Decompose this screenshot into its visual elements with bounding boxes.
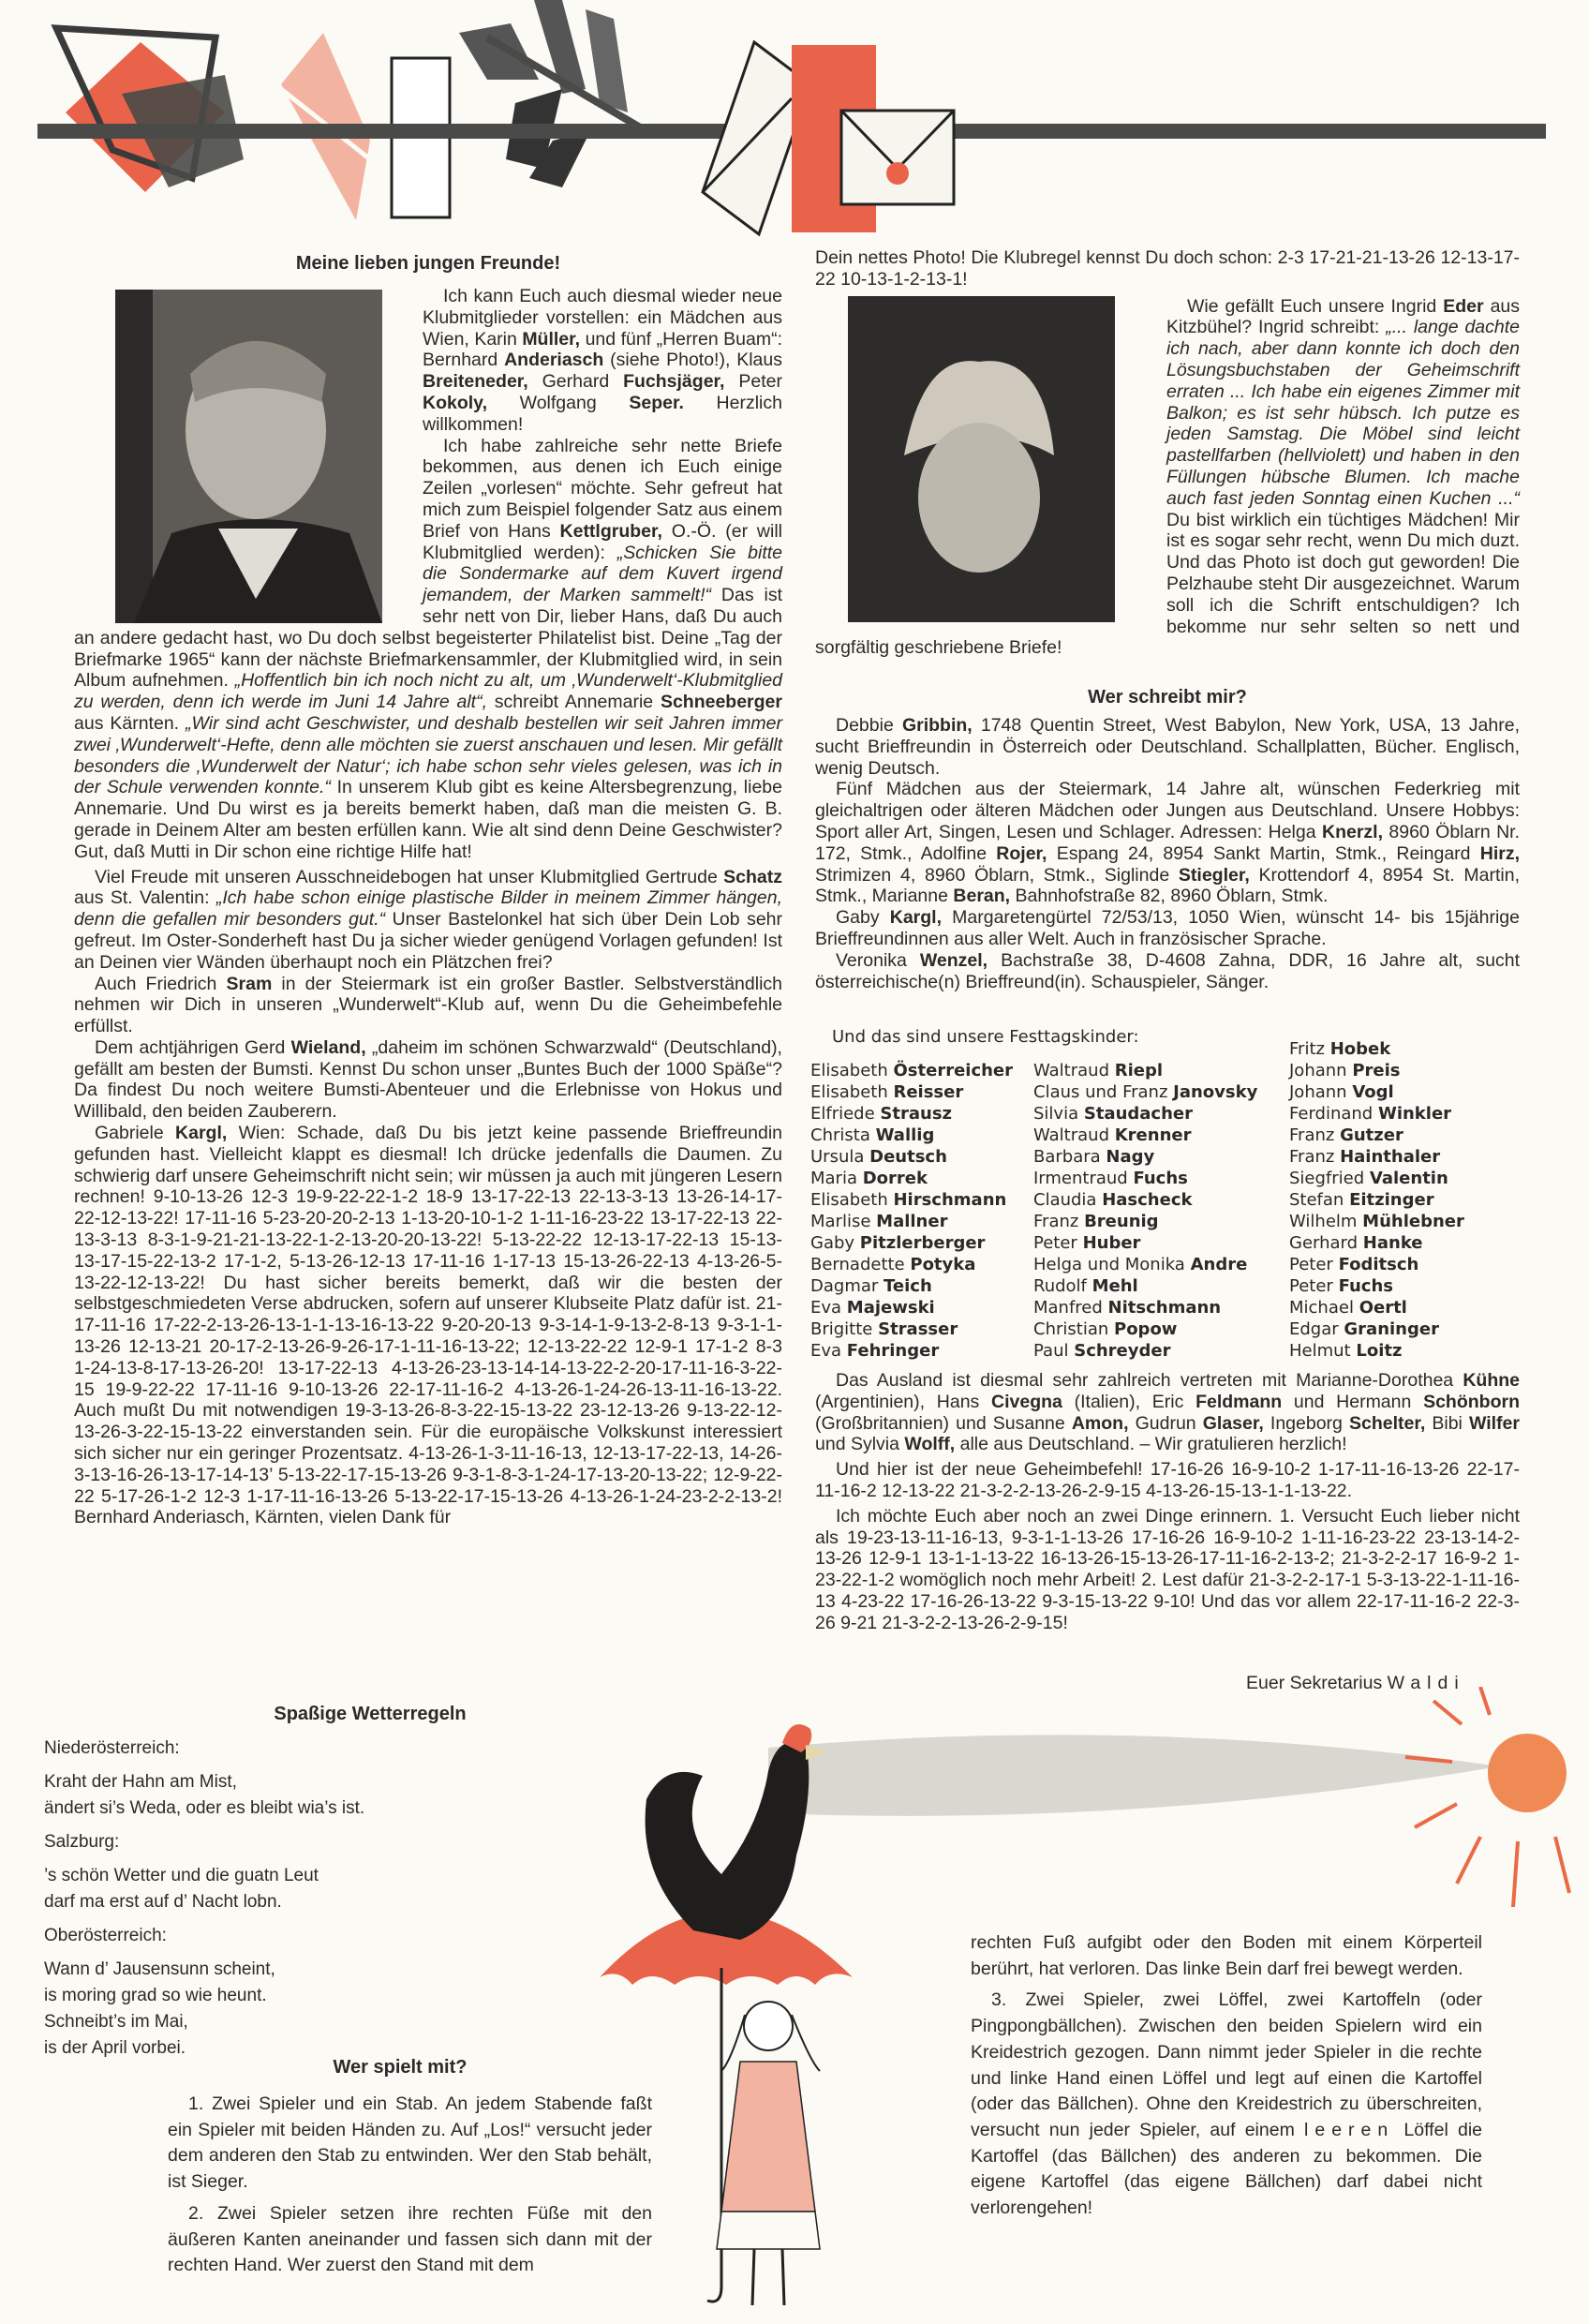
text-run: alle aus Deutschland. – Wir gratulieren herzlich! [955, 1434, 1347, 1455]
text-run: Auch Friedrich [95, 973, 227, 994]
text-run: Wien: Schade, daß Du bis jetzt keine passende Brieffreundin gefunden hast. Vielleicht klappt es diesmal! Ich drücke jedenfalls die Daumen. Zu schwierig darf unsere Geheimschrift nicht sein; wir müssen ja auch mit jüngeren Lesern rechnen! 9-10-13-26 12-3 19-9-22-22-1-2 18-9 13-17-22-13 22-13-3-13 13-26-14-17-22-12-13-22! 17-11-16 5-23-20-20-2-13 1-13-20-10-1-2 1-11-16-23-22 13-17-22-13 22-13-3-13 8-3-1-9-21-21-13-22-1-2-13-20-20-13-22! 5-13-22-22 12-13-17-22-13 15-13-13-17-15-22-13-2 17-1-2, 5-13-26-12-13 17-11-16 1-17-13 15-13-26-22-13 4-13-26-5-13-22-12-13-22! Du hast sicher bereits bemerkt, daß wir die besten der selbstgeschmiedeten Verse abdrucken, sofern auf unserer Klubseite Platz dafür ist. 21-17-11-16 17-22-2-13-26-13-1-1-13-16-13-22 9-20-20-13 9-3-14-1-9-13-2-8-13 9-3-1-1-13-26 12-13-21 20-17-2-13-26-9-26-17-1-11-16-13-22; 12-13-22-22 12-9-1 17-1-2 8-3 1-24-13-8-17-13-26-20! 13-17-22-13 4-13-26-23-13-14-14-13-22-2-20-17-11-16-3-22-15 19-9-22-22 17-11-16 9-10-13-26 22-17-11-16-2 4-13-26-1-24-26-13-11-16-13-22. Auch mußt Du mit notwendigen 19-3-13-26-8-3-22-15-13-22 23-12-13-26 9-13-22-12-13-26-3-22-15-13-22 einverstanden sein. Für die europäische Volkskunst interessiert sich sicher nur ein geringer Prozentsatz. 4-13-26-1-3-11-16-13, 12-13-17-22-13, 14-26-3-13-16-26-13-17-14-13’ 5-13-22-17-15-13-26 9-3-1-8-3-1-24-17-13-20-13-22; 12-9-22-22 5-17-26-1-2 12-3 1-17-11-16-13-26 5-13-22-17-15-13-26 4-13-26-1-24-23-2-2-13-2! Bernhard Anderiasch, Kärnten, vielen Dank für [74, 1123, 783, 1528]
quoted-text: „Ich habe schon einige plastische Bilder in meinem Zimmer hängen, denn die gefallen mir besonders gut.“ [74, 887, 782, 931]
bold-name: Amon, [1071, 1412, 1129, 1434]
text-run: Gerhard [527, 371, 624, 393]
first-name: Franz [1289, 1147, 1335, 1167]
penpals-heading: Wer schreibt mir? [1088, 687, 1247, 708]
last-name: Mühlebner [1362, 1212, 1464, 1231]
text-run: Herzlich willkommen! [423, 392, 782, 435]
paragraph-abroad [815, 1370, 1520, 1455]
text-run: (siehe Photo!), Klaus [603, 350, 783, 371]
text-run: und Sylvia [815, 1434, 905, 1455]
bold-name: Schelter, [1348, 1412, 1426, 1434]
text-run: Margaretengürtel 72/53/13, 1050 Wien, wünscht 14- bis 15jährige Brieffreundinnen aus aller Welt. Auch in französischer Sprache. [815, 907, 1520, 949]
bold-name: Schönborn [1423, 1391, 1520, 1412]
first-name: Peter [1289, 1255, 1333, 1274]
birthday-name [1033, 1168, 1257, 1189]
weather-verse [44, 1957, 569, 2062]
birthday-name [810, 1146, 1013, 1168]
last-name: Fuchs [1338, 1276, 1393, 1296]
first-name: Brigitte [810, 1319, 873, 1339]
text-run: Espang 24, 8954 Sankt Martin, Stmk., Reingard [1047, 842, 1480, 864]
text-run: leeren [1304, 2119, 1395, 2140]
last-name: Winkler [1377, 1104, 1452, 1124]
first-name: Johann [1289, 1082, 1347, 1102]
first-name: Elisabeth [810, 1190, 888, 1210]
bold-name: Kargl, [889, 907, 943, 929]
birthday-name [810, 1275, 1013, 1297]
penpals-section [815, 715, 1520, 992]
first-name: Irmentraud [1033, 1169, 1128, 1188]
text-run: (Großbritannien) und Susanne [815, 1412, 1072, 1434]
last-name: Dorrek [862, 1169, 928, 1188]
first-name: Waltraud [1033, 1125, 1109, 1145]
birthday-name [1289, 1275, 1464, 1297]
letters-column-right [815, 247, 1520, 659]
birthday-name [1289, 1168, 1464, 1189]
first-name: Michael [1289, 1298, 1354, 1318]
birthday-name [1033, 1254, 1257, 1275]
last-name: Vogl [1352, 1082, 1394, 1102]
birthday-name [810, 1254, 1013, 1275]
birthday-name [1289, 1297, 1464, 1318]
text-run: und Hermann [1282, 1391, 1424, 1412]
penpal-entry [815, 715, 1520, 779]
text-run: aus St. Valentin: [74, 887, 216, 909]
bold-name: Anderiasch [504, 350, 604, 371]
birthday-name [1033, 1275, 1257, 1297]
birthday-name [1033, 1125, 1257, 1146]
last-name: Loitz [1356, 1341, 1403, 1361]
text-run: Gabriele [95, 1123, 176, 1144]
paragraph [74, 867, 782, 974]
paragraph [74, 974, 782, 1037]
bold-name: Eder [1443, 295, 1484, 317]
first-name: Elfriede [810, 1104, 875, 1124]
birthday-name [1289, 1125, 1464, 1146]
last-name: Hascheck [1102, 1190, 1193, 1210]
game-2: 2. Zwei Spieler setzen ihre rechten Füße mit den äußeren Kanten aneinander und fassen sich dann mit der rechten Hand. Wer zuerst den Stand mit dem [168, 2202, 652, 2276]
text-run: 3. Zwei Spieler, zwei Löffel, zwei Kartoffeln (oder Pingpongbällchen). Zwischen den beiden Spielern wird ein Kreidestrich gezogen. Dann nimmt jeder Spieler in die rechte und linke Hand einen Löffel und legt auf einen die Kartoffel (oder das Bällchen). Ohne den Kreidestrich zu überschreiten, versucht nun jeder Spieler, auf einem [971, 1989, 1482, 2140]
birthday-name [1033, 1081, 1257, 1103]
penpal-entry [815, 950, 1520, 993]
bold-name: Wilfer [1468, 1412, 1520, 1434]
birthday-name [810, 1211, 1013, 1232]
last-name: Krenner [1114, 1125, 1192, 1145]
last-name: Potyka [910, 1255, 976, 1274]
birthday-name [1289, 1318, 1464, 1340]
birthday-list-col-1 [810, 1060, 1013, 1362]
birthday-name [1289, 1340, 1464, 1362]
birthday-name [1289, 1081, 1464, 1103]
penpal-entry [815, 779, 1520, 907]
last-name: Nagy [1106, 1147, 1155, 1167]
text-run: Löffel die Kartoffel (das Bällchen) des anderen zu bekommen. Die eigene Kartoffel (das eigene Bällchen) darf dabei nicht verlorengehen! [971, 2119, 1482, 2219]
birthday-name [1289, 1211, 1464, 1232]
bold-name: Kettlgruber, [559, 520, 662, 542]
rooster-icon [646, 1724, 826, 1940]
text-run: Strimizen 4, 8960 Öblarn, Stmk., Siglinde [815, 864, 1179, 886]
region-label: Salzburg: [44, 1832, 120, 1852]
games-right [971, 1930, 1482, 2227]
birthday-name [810, 1318, 1013, 1340]
region-label: Oberösterreich: [44, 1926, 167, 1945]
birthday-list-col-3 [1289, 1038, 1464, 1362]
girl-figure-icon [717, 2002, 820, 2305]
birthday-name [810, 1297, 1013, 1318]
header-illustration-letters-branch [0, 0, 1589, 244]
bold-name: Kokoly, [423, 392, 487, 413]
text-run: und fünf „Herren Buam“: Bernhard [423, 328, 782, 371]
verse-line: Wann d’ Jausensunn scheint, [44, 1959, 275, 1979]
birthday-name [810, 1340, 1013, 1362]
first-name: Stefan [1289, 1190, 1344, 1210]
text-run: 1748 Quentin Street, West Babylon, New York, USA, 13 Jahre, sucht Brieffreundin in Österreich oder Deutschland. Schallplatten, Bücher. Englisch, wenig Deutsch. [815, 715, 1521, 779]
first-name: Barbara [1033, 1147, 1101, 1167]
last-name: Wallig [875, 1125, 935, 1145]
paragraph-reminder [815, 1506, 1520, 1634]
bold-name: Stiegler, [1178, 864, 1250, 886]
quoted-text: „... lange dachte ich nach, aber dann konnte ich doch den Lösungsbuchstaben der Geheimschrift erraten ... Ich habe ein eigenes Zimmer mit Balkon; es ist sehr hübsch. Ich putze es jeden Samstag. Die Möbel sind leicht pastellfarben (hellviolett) und haben in den Füllungen hübsche Blumen. Ich mache auch fast jeden Sonntag einen Kuchen ...“ [1166, 317, 1521, 509]
first-name: Christian [1033, 1319, 1109, 1339]
birthday-name [1033, 1189, 1257, 1211]
bold-name: Fuchsjäger, [623, 371, 725, 393]
signature-name: Waldi [1387, 1673, 1465, 1693]
birthday-name [1289, 1254, 1464, 1275]
first-name: Peter [1289, 1276, 1333, 1296]
paragraph [74, 1123, 782, 1528]
last-name: Strasser [878, 1319, 958, 1339]
first-name: Paul [1033, 1341, 1069, 1361]
birthday-name [1289, 1189, 1464, 1211]
first-name: Peter [1033, 1233, 1077, 1253]
first-name: Johann [1289, 1061, 1347, 1080]
text-run: aus Kitzbühel? Ingrid schreibt: [1166, 295, 1521, 338]
first-name: Rudolf [1033, 1276, 1087, 1296]
text-run: in der Steiermark ist ein großer Bastler. Selbstverständlich nehmen wir Dich in unseren „Wunderwelt“-Klub auf, wenn Du die Geheimbefehle erfüllst. [74, 973, 782, 1037]
quoted-text: „Schicken Sie bitte die Sondermarke auf dem Kuvert irgend jemandem, der Marken sammelt!“ [423, 542, 782, 606]
last-name: Strausz [880, 1104, 953, 1124]
text-run: Bahnhofstraße 82, 8960 Öblarn, Stmk. [1010, 886, 1329, 907]
first-name: Gaby [810, 1233, 855, 1253]
last-name: Mallner [876, 1212, 948, 1231]
bold-name: Glaser, [1202, 1412, 1264, 1434]
verse-line: darf ma erst auf d’ Nacht lobn. [44, 1892, 282, 1912]
bold-name: Gribbin, [901, 715, 973, 736]
last-name: Popow [1114, 1319, 1178, 1339]
weather-verse [44, 1769, 569, 1822]
text-run: Unser Bastelonkel hat sich über Dein Lob sehr gefreut. Im Oster-Sonderheft hast Du ja sicher wieder genügend Vorlagen gefunden! Ist an Deinen vier Wänden überhaupt noch ein Plätzchen frei? [74, 909, 782, 973]
photo-boy-portrait [115, 290, 382, 623]
last-name: Graninger [1344, 1319, 1439, 1339]
bold-name: Sram [226, 973, 273, 994]
birthday-name [1033, 1232, 1257, 1254]
first-name: Ferdinand [1289, 1104, 1374, 1124]
last-name: Preis [1352, 1061, 1401, 1080]
text-run: Das ist sehr nett von Dir, lieber Hans, daß Du auch an andere gedacht hast, wo Du doch selbst begeisterter Philatelist bist. Deine „Tag der Briefmarke 1965“ kann der nächste Briefmarkensammler, der Klubmitglied wird, in sein Album aufnehmen. [74, 585, 783, 692]
first-name: Helga und Monika [1033, 1255, 1185, 1274]
text-run: Wie gefällt Euch unsere Ingrid [1187, 295, 1444, 317]
bold-name: Knerzl, [1321, 821, 1383, 842]
bold-name: Feldmann [1195, 1391, 1283, 1412]
first-name: Christa [810, 1125, 870, 1145]
birthday-list-col-2 [1033, 1060, 1257, 1362]
last-name: Hirschmann [893, 1190, 1007, 1210]
first-name: Manfred [1033, 1298, 1103, 1318]
first-name: Claus und Franz [1033, 1082, 1168, 1102]
last-name: Valentin [1369, 1169, 1448, 1188]
first-name: Claudia [1033, 1190, 1097, 1210]
bold-name: Seper. [629, 392, 684, 413]
last-name: Pitzlerberger [859, 1233, 986, 1253]
text-run: Ingeborg [1263, 1412, 1349, 1434]
last-name: Huber [1082, 1233, 1141, 1253]
birthday-intro: Und das sind unsere Festtagskinder: [832, 1027, 1139, 1047]
birthday-name [1033, 1211, 1257, 1232]
text-run: Gaby [836, 907, 890, 929]
letters-heading: Meine lieben jungen Freunde! [295, 253, 561, 274]
first-name: Maria [810, 1169, 857, 1188]
penpal-entry [815, 907, 1520, 950]
closing-section [815, 1370, 1520, 1634]
bold-name: Müller, [522, 328, 581, 350]
text-run: aus Kärnten. [74, 712, 186, 734]
first-name: Marlise [810, 1212, 871, 1231]
text-run: Peter [724, 371, 782, 393]
verse-line: Kraht der Hahn am Mist, [44, 1772, 237, 1792]
birthday-name [1289, 1038, 1464, 1060]
first-name: Franz [1289, 1125, 1335, 1145]
first-name: Edgar [1289, 1319, 1339, 1339]
birthday-name [1033, 1318, 1257, 1340]
first-name: Ursula [810, 1147, 865, 1167]
signature-prefix: Euer Sekretarius [1246, 1673, 1383, 1693]
last-name: Nitschmann [1107, 1298, 1222, 1318]
first-name: Waltraud [1033, 1061, 1109, 1080]
last-name: Breunig [1084, 1212, 1159, 1231]
text-run: schreibt Annemarie [487, 692, 661, 713]
text-run: Viel Freude mit unseren Ausschneidebogen hat unser Klubmitglied Gertrude [95, 866, 724, 887]
text-run: O.-Ö. (er will Klubmitglied werden): [423, 520, 782, 563]
birthday-name [810, 1103, 1013, 1125]
bold-name: Wolff, [904, 1434, 956, 1455]
paragraph [74, 1037, 782, 1123]
first-name: Silvia [1033, 1104, 1079, 1124]
birthday-name [1289, 1232, 1464, 1254]
text-run: „daheim im schönen Schwarzwald“ (Deutschland), gefällt am besten der Bumsti. Kennst Du schon unser „Buntes Buch der 1000 Späße“? Da findest Du noch weitere Bumsti-Abenteuer und die Erlebnisse von Hokus und Willibald, den beiden Zauberern. [74, 1036, 782, 1123]
games-heading: Wer spielt mit? [333, 2057, 468, 2078]
birthday-name [1289, 1146, 1464, 1168]
last-name: Österreicher [893, 1061, 1014, 1080]
game-3 [971, 1988, 1482, 2221]
text-run: Du bist wirklich ein tüchtiges Mädchen! Mir ist es sogar sehr recht, wenn Du mich duzt. Und das Photo ist doch gut geworden! Die Pelzhaube steht Dir ausgezeichnet. Warum soll ich die Schrift entschuldigen? Ich bekomme nur sehr selten so nett und sorgfältig geschriebene Briefe! [815, 509, 1520, 659]
bold-name: Wieland, [290, 1036, 366, 1058]
verse-line: is moring grad so wie heunt. [44, 1986, 267, 2005]
text-run: Fünf Mädchen aus der Steiermark, 14 Jahre alt, wünschen Federkrieg mit gleichaltrigen oder älteren Mädchen oder Jungen aus Deutschland. Unsere Hobbys: Sport aller Art, Singen, Lesen und Schlager. Adressen: Helga [815, 779, 1520, 842]
first-name: Eva [810, 1341, 842, 1361]
bold-name: Rojer, [996, 842, 1047, 864]
sealed-envelope-icon [841, 111, 954, 204]
birthday-name [1033, 1340, 1257, 1362]
last-name: Teich [884, 1276, 932, 1296]
text-run: (Argentinien), Hans [815, 1391, 992, 1412]
last-name: Fehringer [846, 1341, 940, 1361]
game-2-continuation: rechten Fuß aufgibt oder den Boden mit einem Körperteil berührt, hat verloren. Das linke Bein darf frei bewegt werden. [971, 1932, 1482, 1979]
girl-portrait-image [848, 296, 1115, 622]
birthday-name [1289, 1060, 1464, 1081]
text-run: Ich kann Euch auch diesmal wieder neue Klubmitglieder vorstellen: ein Mädchen aus Wien, Karin [423, 286, 782, 350]
last-name: Hainthaler [1340, 1147, 1441, 1167]
text-run: Ich möchte Euch aber noch an zwei Dinge erinnern. 1. Versucht Euch lieber nicht als 19-23-13-11-16-13, 9-3-1-1-13-26 17-16-26 16-9-10-2 1-11-16-23-22 23-13-14-2-13-26 12-9-1 13-1-1-13-22 16-13-26-15-13-26-17-11-16-2-13-2; 21-3-2-2-17 16-9-2 1-23-22-1-2 womöglich noch mehr Arbeit! 2. Lest dafür 21-3-2-2-17-1 5-3-13-22-1-11-16-13 4-23-22 17-16-26-13-22 9-3-15-13-22 9-10! Und das vor allem 22-17-11-16-2 22-3-26 9-21 21-3-2-2-13-26-2-9-15! [815, 1505, 1520, 1633]
last-name: Hanke [1362, 1233, 1423, 1253]
first-name: Helmut [1289, 1341, 1351, 1361]
birthday-name [810, 1168, 1013, 1189]
text-run: Wolfgang [486, 392, 630, 413]
verse-line: ’s schön Wetter und die guatn Leut [44, 1866, 319, 1885]
boy-portrait-image [115, 290, 382, 623]
birthday-name [1289, 1103, 1464, 1125]
last-name: Gutzer [1340, 1125, 1403, 1145]
bold-name: Beran, [953, 886, 1011, 907]
text-run: Bibi [1425, 1412, 1469, 1434]
bold-name: Wenzel, [919, 949, 988, 971]
text-run: 8960 Öblarn Nr. 172, Stmk., Adolfine [815, 821, 1520, 864]
last-name: Riepl [1114, 1061, 1164, 1080]
bold-name: Civegna [991, 1391, 1062, 1412]
sun-icon [1405, 1687, 1569, 1907]
last-name: Reisser [893, 1082, 964, 1102]
text-run: In unserem Klub gibt es keine Altersbegrenzung, liebe Annemarie. Und Du wirst es ja bereits bemerkt haben, daß man die meisten G. B. gerade in Deinem Alter am besten erfüllen kann. Wie alt sind denn Deine Geschwister? Gut, daß Mutti in Dir schon eine richtige Hilfe hat! [74, 777, 783, 862]
birthday-name [810, 1125, 1013, 1146]
text-run: Gudrun [1128, 1412, 1203, 1434]
game-1: 1. Zwei Spieler und ein Stab. An jedem Stabende faßt ein Spieler mit beiden Händen zu. Auf „Los!“ versucht jeder dem anderen den Stab zu entwinden. Wer den Stab behält, ist Sieger. [168, 2093, 652, 2193]
quoted-text: „Wir sind acht Geschwister, und deshalb bestellen wir seit Jahren immer zwei ‚Wunderwelt‘-Hefte, denn alle möchten sie zuerst anschauen und lesen. Mir gefällt besonders die ‚Wunderwelt der Natur‘; ich habe schon sehr vieles gelesen, was ich in der Schule verwenden konnte.“ [74, 712, 782, 798]
last-name: Eitzinger [1349, 1190, 1434, 1210]
text-run: Das Ausland ist diesmal sehr zahlreich vertreten mit Marianne-Dorothea [836, 1370, 1463, 1391]
letters-column-left [74, 286, 782, 1528]
last-name: Oertl [1359, 1298, 1407, 1318]
red-envelope-left-icon [56, 28, 244, 192]
cloud-streak [768, 1735, 1499, 1815]
first-name: Siegfried [1289, 1169, 1365, 1188]
text-run: Dem achtjährigen Gerd [95, 1036, 291, 1058]
birthday-name [1033, 1146, 1257, 1168]
weather-verse [44, 1863, 569, 1915]
paragraph-continuation [815, 247, 1520, 290]
text-run: Ich habe zahlreiche sehr nette Briefe bekommen, aus denen ich Euch einige Zeilen „vorlesen“ möchte. Sehr gefreut hat mich zum Beispiel folgender Satz aus einem Brief von Hans [423, 435, 782, 542]
last-name: Staudacher [1083, 1104, 1193, 1124]
text-run: Dein nettes Photo! Die Klubregel kennst Du doch schon: 2-3 17-21-21-13-26 12-13-17-22 10-13-1-2-13-1! [815, 247, 1520, 290]
birthday-name [1033, 1297, 1257, 1318]
last-name: Majewski [846, 1298, 935, 1318]
verse-line: ändert si’s Weda, oder es bleibt wia’s ist. [44, 1798, 365, 1818]
text-run: Und hier ist der neue Geheimbefehl! 17-16-26 16-9-10-2 1-17-11-16-13-26 22-17-11-16-2 12-13-22 21-3-2-2-13-26-2-9-15 4-13-26-15-13-1-1-13-22. [815, 1459, 1520, 1501]
text-run: (Italien), Eric [1062, 1391, 1196, 1412]
last-name: Janovsky [1173, 1082, 1258, 1102]
birthday-name [1033, 1103, 1257, 1125]
verse-line: Schneibt’s im Mai, [44, 2012, 188, 2032]
first-name: Fritz [1289, 1039, 1325, 1059]
bold-name: Schatz [723, 866, 782, 887]
birthday-name [810, 1081, 1013, 1103]
weather-heading: Spaßige Wetterregeln [274, 1704, 467, 1724]
last-name: Hobek [1329, 1039, 1391, 1059]
photo-girl-portrait [848, 296, 1115, 622]
last-name: Fuchs [1133, 1169, 1188, 1188]
games-left [168, 2092, 652, 2285]
bold-name: Schneeberger [660, 692, 782, 713]
birthday-name [810, 1060, 1013, 1081]
text-run: Krottendorf 4, 8954 St. Martin, Stmk., Marianne [815, 864, 1521, 907]
quoted-text: „Hoffentlich bin ich noch nicht zu alt, um ‚Wunderwelt‘-Klubmitglied zu werden, denn ich werde im Juni 14 Jahre alt“, [74, 670, 783, 713]
bold-name: Kargl, [175, 1123, 228, 1144]
bold-name: Kühne [1463, 1370, 1520, 1391]
text-run: Bachstraße 38, D-4608 Zahna, DDR, 16 Jahre alt, sucht österreichische(n) Brieffreund(in). Schauspieler, Sänger. [815, 949, 1520, 992]
first-name: Gerhard [1289, 1233, 1359, 1253]
first-name: Elisabeth [810, 1082, 888, 1102]
region-label: Niederösterreich: [44, 1738, 180, 1758]
first-name: Dagmar [810, 1276, 879, 1296]
last-name: Deutsch [869, 1147, 947, 1167]
first-name: Franz [1033, 1212, 1079, 1231]
last-name: Andre [1190, 1255, 1248, 1274]
last-name: Schreyder [1074, 1341, 1171, 1361]
birthday-name [810, 1189, 1013, 1211]
bold-name: Breiteneder, [423, 371, 528, 393]
leaf-branch-icon [459, 0, 646, 187]
text-run: Debbie [836, 715, 902, 736]
last-name: Mehl [1092, 1276, 1138, 1296]
first-name: Bernadette [810, 1255, 905, 1274]
last-name: Foditsch [1338, 1255, 1419, 1274]
text-run: Veronika [836, 949, 920, 971]
birthday-name [1033, 1060, 1257, 1081]
weather-rules [44, 1736, 569, 2069]
first-name: Wilhelm [1289, 1212, 1358, 1231]
first-name: Eva [810, 1298, 842, 1318]
verse-line: is der April vorbei. [44, 2038, 186, 2058]
bold-name: Hirz, [1479, 842, 1520, 864]
paragraph-secret-command [815, 1459, 1520, 1502]
first-name: Elisabeth [810, 1061, 888, 1080]
birthday-name [810, 1232, 1013, 1254]
